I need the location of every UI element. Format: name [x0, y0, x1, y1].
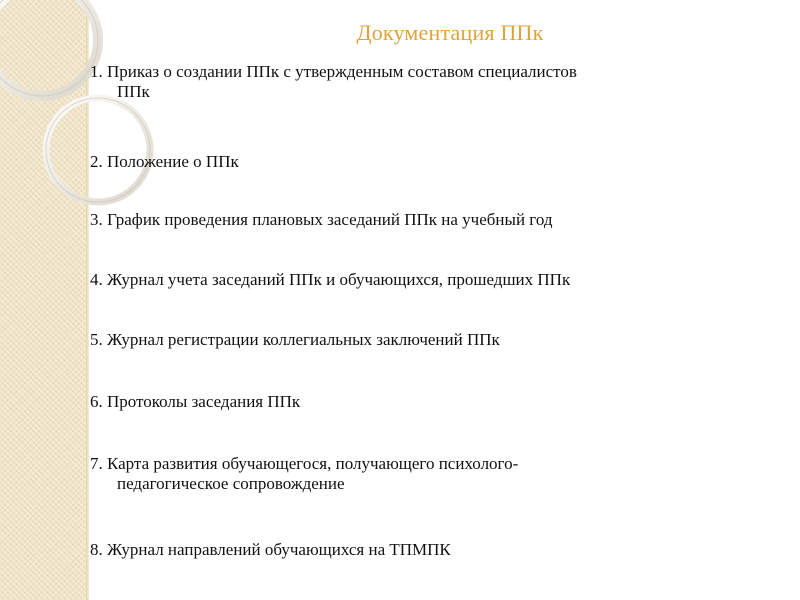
- document-list-item: [90, 210, 780, 230]
- document-item-text: 1. Приказ о создании ППк с утвержденным составом специалистов: [90, 62, 577, 81]
- document-item-text: 2. Положение о ППк: [90, 152, 239, 171]
- document-item-text-continued: педагогическое сопровождение: [117, 474, 345, 493]
- document-list-item: [90, 152, 780, 172]
- document-list-item: [90, 62, 780, 102]
- document-item-text: 3. График проведения плановых заседаний ППк на учебный год: [90, 210, 553, 229]
- document-list-item: [90, 454, 780, 494]
- document-list-item: [90, 270, 780, 290]
- document-list-item: [90, 540, 780, 560]
- document-item-text-continued: ППк: [117, 82, 150, 101]
- ring-upper-icon: [0, 0, 98, 96]
- document-item-text: 7. Карта развития обучающегося, получающего психолого-: [90, 454, 519, 473]
- document-list-item: [90, 330, 780, 350]
- slide-title: Документация ППк: [356, 20, 544, 45]
- document-item-text: 4. Журнал учета заседаний ППк и обучающихся, прошедших ППк: [90, 270, 571, 289]
- document-list-item: [90, 392, 780, 412]
- document-item-text: 6. Протоколы заседания ППк: [90, 392, 301, 411]
- document-item-text: 8. Журнал направлений обучающихся на ТПМПК: [90, 540, 451, 559]
- document-item-text: 5. Журнал регистрации коллегиальных заключений ППк: [90, 330, 500, 349]
- ring-lower-icon: [46, 98, 150, 202]
